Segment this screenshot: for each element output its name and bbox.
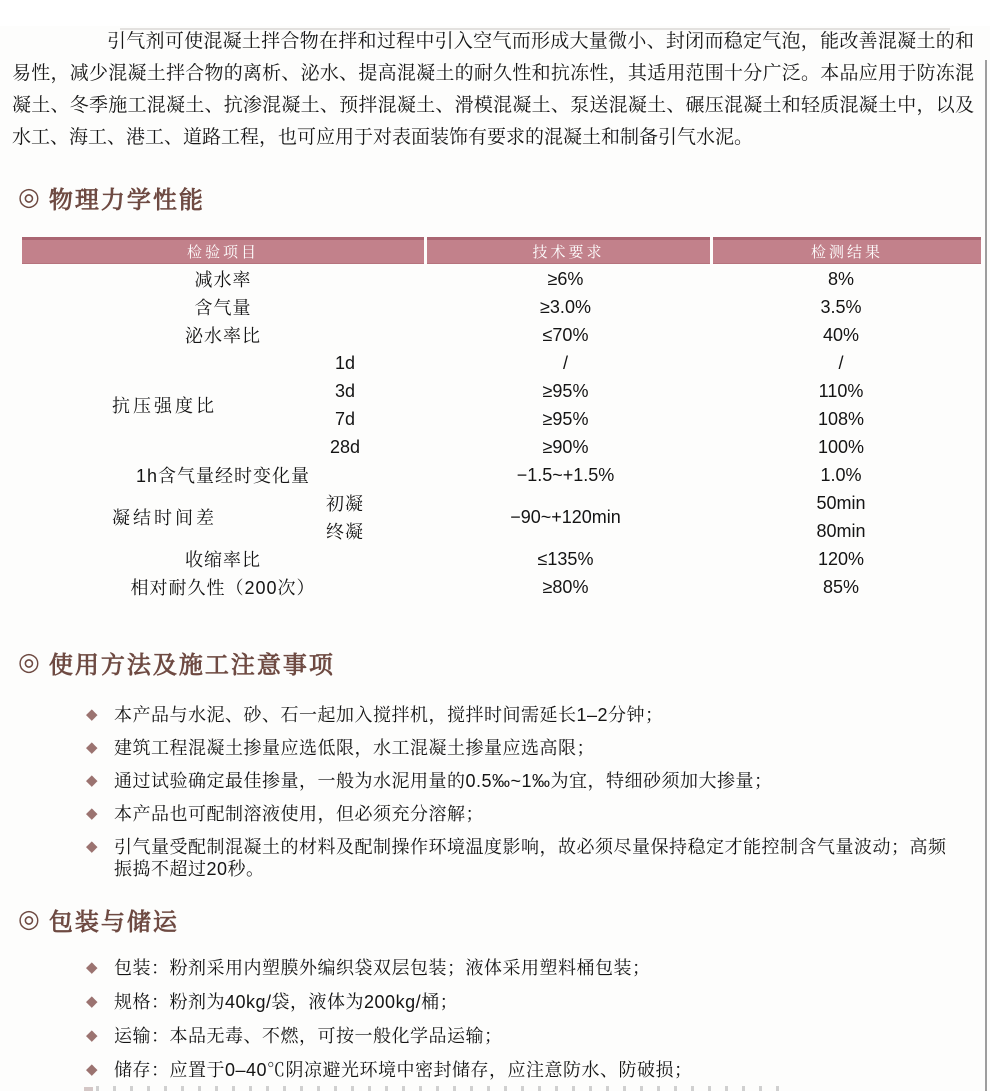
bullet-text: 运输：本品无毒、不燃，可按一般化学品运输； <box>114 1026 503 1046</box>
table-cell-item: 相对耐久性（200次） <box>130 578 316 598</box>
list-item <box>86 991 990 1013</box>
table-cell-result: 108% <box>817 408 865 429</box>
list-item <box>86 803 990 825</box>
scan-artifact-top-line <box>120 28 950 30</box>
table-cell-result: 120% <box>817 548 865 569</box>
table-cell-item: 含气量 <box>194 298 252 318</box>
table-cell-req: ≥6% <box>547 268 584 289</box>
table-cell-item: 减水率 <box>194 270 252 290</box>
section-title: 物理力学性能 <box>48 187 205 214</box>
table-cell-result: 85% <box>822 576 860 597</box>
bullet-text: 引气量受配制混凝土的材料及配制操作环境温度影响，故必须尽量保持稳定才能控制含气量波动；高频振捣不超过20秒。 <box>114 837 947 879</box>
table-header-req: 技术要求 <box>427 237 710 264</box>
table-cell-result: 3.5% <box>820 296 862 317</box>
double-circle-icon: ◎ <box>18 905 40 933</box>
list-item <box>86 737 990 759</box>
list-item <box>86 1059 990 1081</box>
table-body <box>22 265 975 601</box>
section-heading-packaging <box>18 902 990 937</box>
table-cell-result: 110% <box>818 380 864 401</box>
datasheet-page <box>0 26 990 1091</box>
intro-paragraph: 引气剂可使混凝土拌合物在拌和过程中引入空气而形成大量微小、封闭而稳定气泡，能改善混凝土的和易性，减少混凝土拌合物的离析、泌水、提高混凝土的耐久性和抗冻性，其适用范围十分广泛。本品应用于防冻混凝土、冬季施工混凝土、抗渗混凝土、预拌混凝土、滑模混凝土、泵送混凝土、碾压混凝土和轻质混凝土中，以及水工、海工、港工、道路工程，也可应用于对表面装饰有要求的混凝土和制备引气水泥。 <box>12 31 974 148</box>
table-cell-result: 40% <box>822 324 860 345</box>
table-cell-result: 80min <box>816 520 866 541</box>
list-item <box>86 836 990 880</box>
double-circle-icon: ◎ <box>18 183 40 211</box>
table-cell-req: ≥95% <box>542 408 589 429</box>
bullet-text: 本产品与水泥、砂、石一起加入搅拌机，搅拌时间需延长1–2分钟； <box>114 705 664 725</box>
table-header-row <box>22 237 975 264</box>
diamond-bullet-icon: ◆ <box>86 1027 98 1044</box>
table-cell-req: ≥80% <box>542 576 589 597</box>
table-cell-req: ≥3.0% <box>540 296 591 317</box>
diamond-bullet-icon: ◆ <box>86 993 98 1010</box>
table-group-label-strength: 抗压强度比 <box>112 396 217 416</box>
section-title: 使用方法及施工注意事项 <box>48 652 335 679</box>
table-header-item: 检验项目 <box>22 237 424 264</box>
diamond-bullet-icon: ◆ <box>86 838 98 855</box>
table-header-result: 检测结果 <box>713 237 981 264</box>
table-cell-req: ≥95% <box>542 380 589 401</box>
diamond-bullet-icon: ◆ <box>86 706 98 723</box>
diamond-bullet-icon: ◆ <box>86 959 98 976</box>
bullet-text: 本产品也可配制溶液使用，但必须充分溶解； <box>114 804 484 824</box>
bullet-text: 通过试验确定最佳掺量，一般为水泥用量的0.5‰~1‰为宜，特细砂须加大掺量； <box>114 771 773 791</box>
section-heading-performance <box>18 180 990 215</box>
diamond-bullet-icon: ◆ <box>86 739 98 756</box>
section-heading-usage <box>18 645 990 680</box>
list-item <box>86 957 990 979</box>
table-cell-sub: 1d <box>334 352 356 373</box>
table-cell-result: 1.0% <box>820 464 862 485</box>
usage-bullet-list <box>86 704 990 880</box>
bullet-text: 储存：应置于0–40℃阴凉避光环境中密封储存，应注意防水、防破损； <box>114 1060 693 1080</box>
list-item <box>86 704 990 726</box>
bullet-text: 建筑工程混凝土掺量应选低限，水工混凝土掺量应选高限； <box>114 738 595 758</box>
table-cell-result: 50min <box>816 492 866 513</box>
scan-artifact-right-line <box>985 60 987 1091</box>
bullet-text: 规格：粉剂为40kg/袋，液体为200kg/桶； <box>114 992 459 1012</box>
diamond-bullet-icon: ◆ <box>86 1061 98 1078</box>
table-cell-req-merged: −90~+120min <box>510 506 621 527</box>
table-cell-req: / <box>562 352 568 373</box>
diamond-bullet-icon: ◆ <box>86 772 98 789</box>
table-cell-sub: 初凝 <box>326 494 364 514</box>
table-cell-item: 1h含气量经时变化量 <box>135 466 311 486</box>
table-cell-req: ≤70% <box>542 324 589 345</box>
bullet-text: 包装：粉剂采用内塑膜外编织袋双层包装；液体采用塑料桶包装； <box>114 958 651 978</box>
packaging-bullet-list <box>86 957 990 1081</box>
section-title: 包装与储运 <box>48 909 179 936</box>
table-cell-sub: 3d <box>334 380 356 401</box>
clipped-bullet-fragment <box>84 1087 93 1091</box>
table-cell-item: 泌水率比 <box>185 326 261 346</box>
list-item <box>86 770 990 792</box>
performance-table <box>22 237 975 601</box>
table-cell-req: ≤135% <box>537 548 594 569</box>
table-cell-result: 100% <box>817 436 865 457</box>
table-cell-req: −1.5~+1.5% <box>516 464 615 485</box>
table-group-label-setting: 凝结时间差 <box>112 508 217 528</box>
diamond-bullet-icon: ◆ <box>86 805 98 822</box>
table-cell-result: 8% <box>827 268 854 289</box>
double-circle-icon: ◎ <box>18 648 40 676</box>
table-cell-sub: 28d <box>329 436 361 457</box>
table-cell-item: 收缩率比 <box>185 550 261 570</box>
table-cell-sub: 7d <box>334 408 356 429</box>
list-item <box>86 1025 990 1047</box>
clipped-text-line-fragment <box>96 1086 786 1091</box>
table-cell-req: ≥90% <box>542 436 589 457</box>
table-cell-result: / <box>838 352 844 373</box>
table-cell-sub: 终凝 <box>326 522 364 542</box>
